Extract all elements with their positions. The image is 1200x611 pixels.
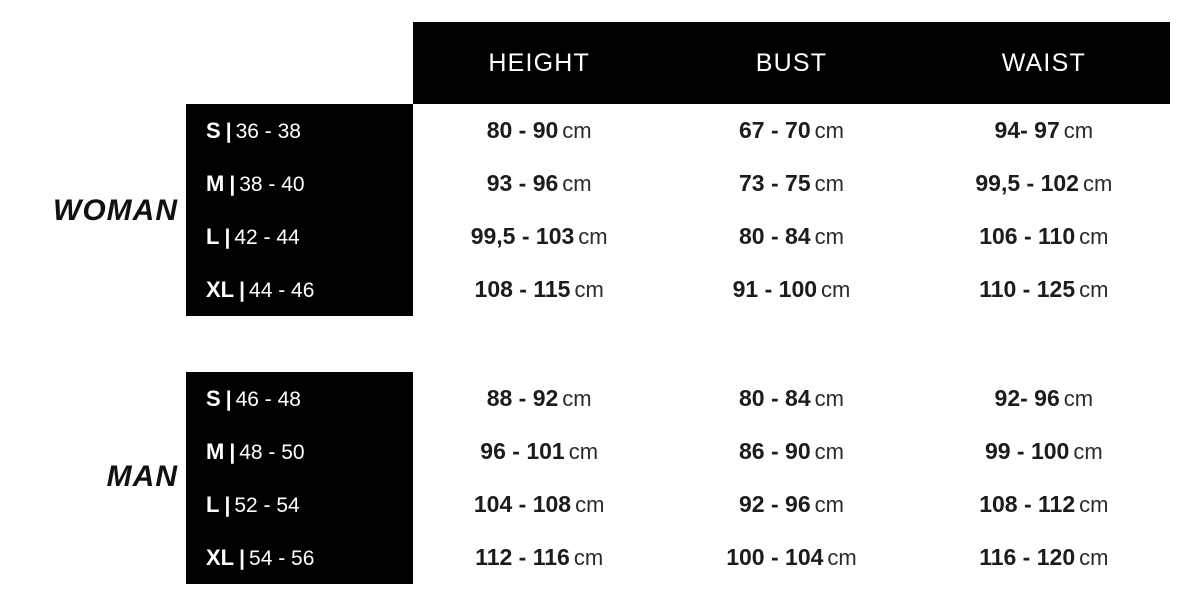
waist-cell	[918, 491, 1170, 518]
size-eu: 48 - 50	[239, 440, 305, 464]
waist-value: 110 - 125	[979, 276, 1076, 302]
size-separator: |	[224, 225, 231, 249]
size-separator: |	[224, 493, 231, 517]
bust-cell	[665, 223, 917, 250]
size-eu: 46 - 48	[235, 387, 301, 411]
size-separator: |	[239, 546, 246, 570]
table-row	[186, 478, 1170, 531]
size-cell	[186, 277, 413, 303]
height-unit: cm	[573, 545, 604, 570]
group-label-woman: WOMAN	[53, 194, 178, 227]
waist-unit: cm	[1082, 171, 1113, 196]
size-cell	[186, 439, 413, 465]
waist-value: 94- 97	[994, 117, 1060, 143]
waist-unit: cm	[1079, 545, 1109, 570]
bust-unit: cm	[814, 171, 844, 196]
height-unit: cm	[568, 439, 599, 464]
height-value: 80 - 90	[486, 117, 559, 143]
waist-cell	[918, 170, 1170, 197]
height-cell	[413, 438, 665, 465]
table-row	[186, 157, 1170, 210]
size-cell	[186, 118, 413, 144]
height-value: 108 - 115	[474, 276, 571, 302]
height-unit: cm	[574, 277, 604, 302]
bust-value: 80 - 84	[739, 223, 811, 249]
size-cell	[186, 386, 413, 412]
bust-cell	[665, 276, 917, 303]
table-row	[186, 210, 1170, 263]
height-value: 99,5 - 103	[470, 223, 575, 249]
waist-value: 116 - 120	[979, 544, 1076, 570]
size-separator: |	[229, 440, 236, 464]
size-code: M	[206, 438, 225, 464]
size-eu: 38 - 40	[239, 172, 305, 196]
bust-unit: cm	[814, 118, 844, 143]
size-eu: 44 - 46	[249, 278, 315, 302]
size-separator: |	[225, 387, 232, 411]
group-rows-woman	[186, 104, 1170, 316]
table-row	[186, 372, 1170, 425]
bust-cell	[665, 544, 917, 571]
size-separator: |	[229, 172, 236, 196]
size-cell	[186, 224, 413, 250]
height-value: 93 - 96	[486, 170, 559, 196]
size-code: XL	[206, 276, 235, 302]
height-unit: cm	[562, 386, 592, 411]
bust-value: 86 - 90	[739, 438, 811, 464]
size-eu: 42 - 44	[234, 225, 300, 249]
height-unit: cm	[578, 224, 608, 249]
bust-unit: cm	[827, 545, 857, 570]
waist-cell	[918, 276, 1170, 303]
column-header-height: HEIGHT	[488, 48, 590, 77]
bust-unit: cm	[814, 224, 844, 249]
table-row	[186, 531, 1170, 584]
height-unit: cm	[575, 492, 605, 517]
bust-value: 92 - 96	[739, 491, 811, 517]
size-eu: 36 - 38	[235, 119, 301, 143]
table-row	[186, 425, 1170, 478]
bust-cell	[665, 438, 917, 465]
bust-value: 100 - 104	[726, 544, 824, 570]
waist-unit: cm	[1079, 224, 1109, 249]
height-unit: cm	[562, 171, 592, 196]
size-code: L	[206, 223, 220, 249]
size-cell	[186, 171, 413, 197]
height-value: 104 - 108	[473, 491, 572, 517]
bust-value: 91 - 100	[732, 276, 818, 302]
bust-cell	[665, 117, 917, 144]
column-header-bust: BUST	[755, 48, 828, 77]
waist-value: 99,5 - 102	[975, 170, 1079, 196]
size-code: XL	[206, 544, 235, 570]
waist-unit: cm	[1063, 118, 1094, 143]
bust-unit: cm	[814, 386, 844, 411]
height-cell	[413, 544, 665, 571]
bust-value: 67 - 70	[739, 117, 811, 143]
bust-cell	[665, 170, 917, 197]
bust-cell	[665, 385, 917, 412]
waist-unit: cm	[1073, 439, 1103, 464]
table-row	[186, 104, 1170, 157]
bust-unit: cm	[814, 492, 844, 517]
height-cell	[413, 117, 665, 144]
bust-value: 80 - 84	[739, 385, 811, 411]
waist-cell	[918, 223, 1170, 250]
bust-unit: cm	[814, 439, 844, 464]
height-value: 88 - 92	[486, 385, 559, 411]
waist-cell	[918, 544, 1170, 571]
group-rows-man	[186, 372, 1170, 584]
waist-value: 106 - 110	[979, 223, 1076, 249]
height-cell	[413, 223, 665, 250]
waist-value: 108 - 112	[979, 491, 1076, 517]
height-unit: cm	[562, 118, 592, 143]
size-code: S	[206, 385, 221, 411]
height-cell	[413, 170, 665, 197]
waist-unit: cm	[1063, 386, 1094, 411]
table-header-row	[413, 22, 1170, 104]
size-cell	[186, 492, 413, 518]
size-code: M	[206, 170, 225, 196]
table-row	[186, 263, 1170, 316]
bust-value: 73 - 75	[739, 170, 811, 196]
size-cell	[186, 545, 413, 571]
waist-unit: cm	[1079, 492, 1109, 517]
bust-cell	[665, 491, 917, 518]
height-cell	[413, 276, 665, 303]
size-code: L	[206, 491, 220, 517]
height-cell	[413, 491, 665, 518]
waist-cell	[918, 385, 1170, 412]
height-cell	[413, 385, 665, 412]
waist-cell	[918, 117, 1170, 144]
size-separator: |	[225, 119, 232, 143]
waist-cell	[918, 438, 1170, 465]
size-code: S	[206, 117, 221, 143]
height-value: 112 - 116	[475, 544, 570, 570]
group-label-man: MAN	[106, 460, 178, 493]
waist-value: 92- 96	[994, 385, 1060, 411]
waist-unit: cm	[1079, 277, 1109, 302]
waist-value: 99 - 100	[984, 438, 1070, 464]
size-eu: 54 - 56	[249, 546, 315, 570]
bust-unit: cm	[821, 277, 851, 302]
size-separator: |	[239, 278, 246, 302]
height-value: 96 - 101	[480, 438, 565, 464]
size-eu: 52 - 54	[234, 493, 300, 517]
column-header-waist: WAIST	[1001, 48, 1086, 77]
